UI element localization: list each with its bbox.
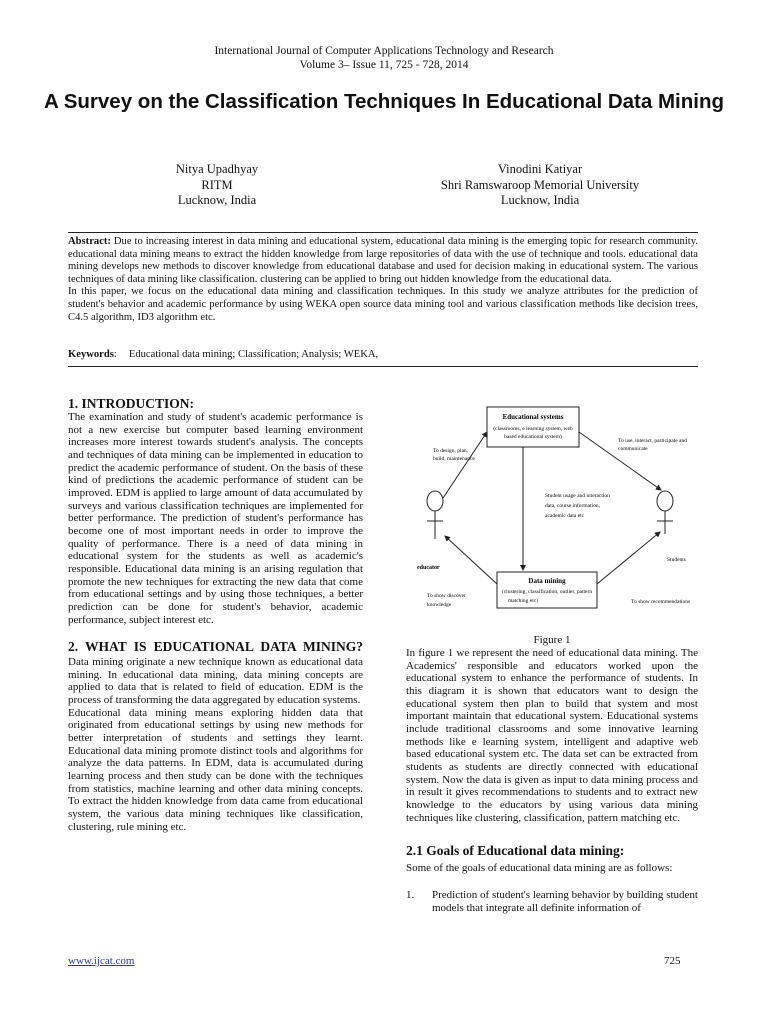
section2-paragraph-2: Educational data mining means exploring hidden data that originated from educational settings by using new methods for better interpretation of students and settings they learnt. Educational data mining promote distinct tools and algorithms for analyze the data patterns. In EDM, data is accumulated during learning process and then study can be done with the techniques from statistics, machine learning and other data mining concepts. To extract the hidden knowledge from data came from educational system, the various data mining techniques like classification, clustering, rule mining etc. <box>68 706 363 833</box>
label-students: Students <box>667 557 686 563</box>
journal-url-link[interactable]: www.ijcat.com <box>68 955 135 967</box>
paper-title: A Survey on the Classification Techniques In Educational Data Mining <box>43 90 725 113</box>
list-item <box>406 889 698 914</box>
right-column <box>406 647 698 914</box>
section2-paragraph-1: Data mining originate a new technique known as educational data mining. In educational data mining, data mining concepts are applied to data that is related to field of education. EDM is the process of transforming the data aggregated by education systems. <box>68 656 363 707</box>
left-column <box>68 396 363 833</box>
label-educator: educator <box>417 565 440 571</box>
data-mining-sub2: matching etc) <box>507 598 539 604</box>
label-communicate: communicate <box>618 446 648 452</box>
abstract-top-rule <box>68 232 698 233</box>
page-number: 725 <box>664 955 681 967</box>
datamining-to-student-arrow <box>597 532 660 584</box>
label-build-maintenance: build, maintenance <box>433 456 475 462</box>
author-location: Lucknow, India <box>177 193 257 207</box>
label-show-discover: To show discover <box>427 593 466 599</box>
label-show-recommendations: To show recommendations <box>631 599 691 605</box>
label-knowledge: knowledge <box>427 602 452 608</box>
author-block-2 <box>400 162 680 209</box>
author-name: Vinodini Katiyar <box>497 162 583 176</box>
goals-heading: 2.1 Goals of Educational data mining: <box>406 843 625 859</box>
author-name: Nitya Upadhyay <box>175 162 259 176</box>
figure-1-diagram <box>405 404 705 626</box>
keywords: Keywords: Educational data mining; Classification; Analysis; WEKA, <box>68 349 379 360</box>
educator-figure <box>427 491 443 539</box>
goals-intro: Some of the goals of educational data mining are as follows: <box>406 862 673 875</box>
label-student-usage: Student usage and interaction <box>545 493 610 499</box>
intro-body: The examination and study of student's academic performance is not a new exercise but computer based learning environment increases more interest towards student's analysis. The concepts and techniques of data mining can be implemented in education to predict the academic performance of student. On the basis of these kind of predictions the academic performance of student can be improved. EDM is applied to large amount of data accumulated by surveys and various classification techniques are implemented for better performance. The prediction of student's performance has become one of most important needs in order to improve the quality of performance. There is a need of data mining in educational system for the students as well as academic's responsible. Educational data mining is an arising regulation that promote the new techniques for extracting the new data that come from educational settings and by using those techniques, a better prediction can be done for student's behavior, academic performance, subject interest etc. <box>68 411 363 626</box>
keywords-bottom-rule <box>68 366 698 367</box>
figure-1-caption: Figure 1 <box>533 634 571 646</box>
author-block-1 <box>87 162 347 209</box>
abstract <box>68 236 698 324</box>
student-figure <box>657 491 673 534</box>
section2-heading: 2. WHAT IS EDUCATIONAL DATA MINING? <box>68 639 363 655</box>
abstract-paragraph-1: Due to increasing interest in data mining and educational system, educational data mining is the emerging topic for research community. educational data mining means to extract the hidden knowledge from large repositories of data with the use of technique and tools. educational data mining develops new methods to discover knowledge from educational database and used for decision making in educational system. The various techniques of data mining like classification. clustering can be applied to bring out hidden knowledge from the educational data. <box>68 236 698 285</box>
keywords-label: Keywords <box>68 349 114 360</box>
intro-heading: 1. INTRODUCTION: <box>68 396 195 411</box>
label-academic-data: academic data etc <box>545 513 585 519</box>
data-mining-sub1: (clustering, classification, outlier, pattern <box>501 589 593 595</box>
journal-header <box>0 44 768 72</box>
educator-to-system-arrow <box>443 432 487 498</box>
author-affiliation: Shri Ramswaroop Memorial University <box>440 177 640 192</box>
educational-systems-sub1: (classrooms, e learning system, web <box>493 426 573 432</box>
abstract-label: Abstract: <box>68 236 111 247</box>
journal-name: International Journal of Computer Applications Technology and Research <box>214 45 554 57</box>
list-item-text: Prediction of student's learning behavior by building student models that integrate all definite information of <box>432 888 698 914</box>
label-use-interact: To use, interact, participate and <box>618 438 687 444</box>
abstract-paragraph-2: In this paper, we focus on the educational data mining and classification techniques. In this study we analyze attributes for the prediction of student's behavior and academic performance by using WEKA open source data mining tool and various classification methods like decision trees, C4.5 algorithm, ID3 algorithm etc. <box>68 286 698 323</box>
author-location: Lucknow, India <box>500 193 580 207</box>
datamining-to-educator-arrow <box>445 536 497 584</box>
educational-systems-sub2: based educational system) <box>504 434 562 440</box>
figure-description: In figure 1 we represent the need of educational data mining. The Academics' responsible and educators worked upon the educational system to enhance the performance of students. In this diagram it is shown that educators want to design the educational system then plan to build that system and most important maintain that educational system. Educational systems include traditional classrooms and some innovative learning methods like e learning system, intelligent and adaptive web based educational system etc. The data set can be extracted from students as students are directly connected with educational system. Now the data is given as input to data mining process and in result it gives recommendations to students and to extract new knowledge to the educators by using various data mining techniques like clustering, classification, pattern matching etc. <box>406 647 698 824</box>
educational-systems-label: Educational systems <box>502 413 564 421</box>
label-design-plan: To design, plan, <box>433 448 469 454</box>
author-affiliation: RITM <box>201 177 233 192</box>
keywords-text: Educational data mining; Classification; Analysis; WEKA, <box>128 349 379 360</box>
label-course-info: data, course information, <box>545 503 600 509</box>
journal-volume: Volume 3– Issue 11, 725 - 728, 2014 <box>299 59 469 71</box>
data-mining-label: Data mining <box>528 577 566 585</box>
list-item-number: 1. <box>406 888 415 901</box>
